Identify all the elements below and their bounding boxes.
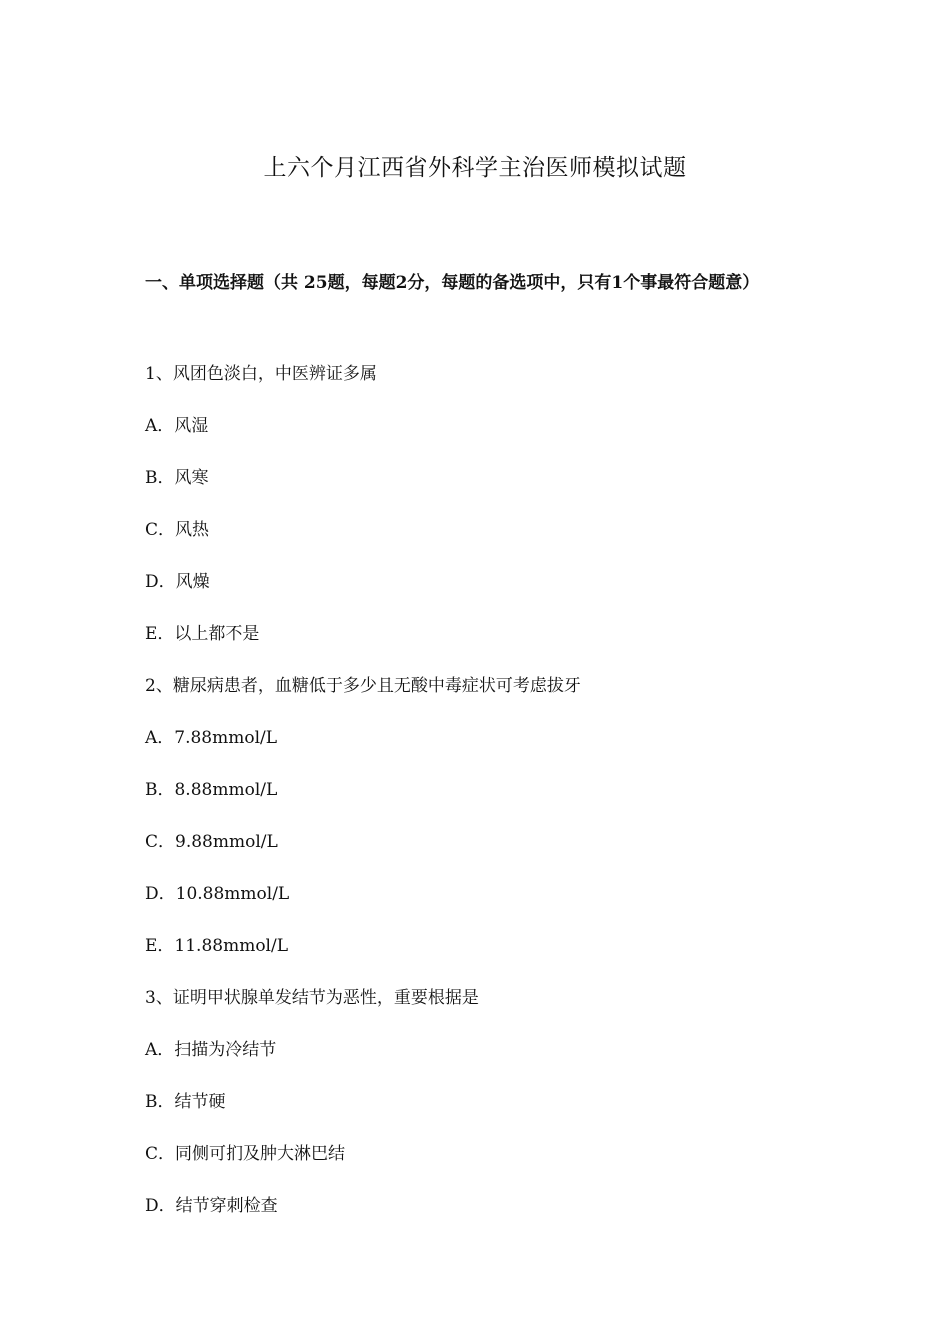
question-3-text: 3、证明甲状腺单发结节为恶性，重要根据是 (145, 988, 479, 1008)
question-2-option-c: C．9.88mmol/L (145, 832, 278, 852)
document-title: 上六个月江西省外科学主治医师模拟试题 (263, 155, 687, 181)
question-1-option-b: B．风寒 (145, 468, 209, 488)
question-3-option-a: A．扫描为冷结节 (145, 1040, 277, 1060)
question-2-option-b: B．8.88mmol/L (145, 780, 278, 800)
question-2-text: 2、糖尿病患者，血糖低于多少且无酸中毒症状可考虑拔牙 (145, 676, 581, 696)
question-3-option-c: C．同侧可扪及肿大淋巴结 (145, 1144, 346, 1164)
question-2-option-d: D．10.88mmol/L (145, 884, 290, 904)
question-1-option-d: D．风燥 (145, 572, 210, 592)
question-2-option-a: A．7.88mmol/L (145, 728, 278, 748)
question-1-option-a: A．风湿 (145, 416, 209, 436)
question-3-option-d: D．结节穿刺检查 (145, 1196, 278, 1216)
section-heading: 一、单项选择题（共 25题，每题2分，每题的备选项中，只有1个事最符合题意） (145, 273, 760, 293)
question-2-option-e: E．11.88mmol/L (145, 936, 289, 956)
question-list (145, 360, 815, 1244)
question-3-option-b: B．结节硬 (145, 1092, 226, 1112)
question-1-option-c: C．风热 (145, 520, 210, 540)
question-1-option-e: E．以上都不是 (145, 624, 260, 644)
question-1-text: 1、风团色淡白，中医辨证多属 (145, 364, 377, 384)
